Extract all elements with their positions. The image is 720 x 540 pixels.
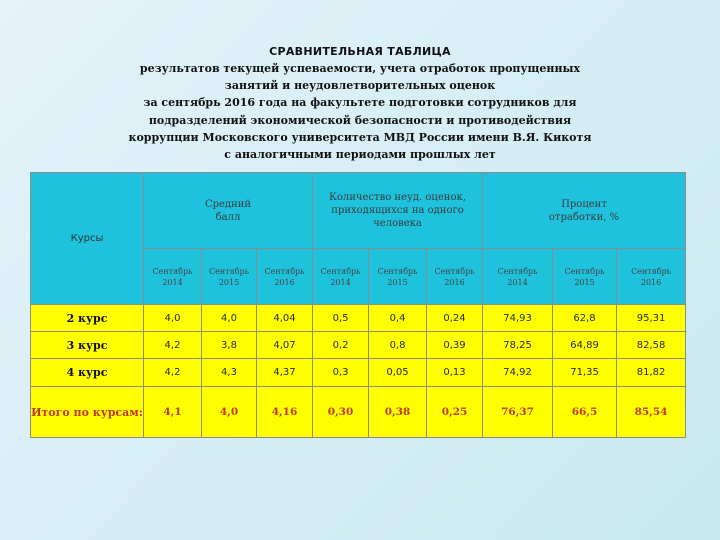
table-cell: 4,07: [257, 332, 313, 359]
table-row-3: [31, 332, 686, 359]
table-cell: 78,25: [483, 332, 553, 359]
period-header: Сентябрь 2015: [553, 249, 617, 305]
table-cell: 0,3: [313, 359, 369, 387]
period-header: Сентябрь 2014: [483, 249, 553, 305]
table-cell: 4,2: [144, 332, 202, 359]
subtitle-line-6: с аналогичными периодами прошлых лет: [224, 148, 496, 162]
period-header: Сентябрь 2016: [257, 249, 313, 305]
total-cell: 0,30: [313, 387, 369, 438]
total-cell: 66,5: [553, 387, 617, 438]
title-block: [0, 44, 720, 163]
subtitle-line-2: занятий и неудовлетворительных оценок: [224, 79, 496, 93]
table-cell: 0,8: [369, 332, 427, 359]
total-cell: 76,37: [483, 387, 553, 438]
period-header: Сентябрь 2014: [313, 249, 369, 305]
period-header: Сентябрь 2016: [617, 249, 686, 305]
table-cell: 81,82: [617, 359, 686, 387]
table-cell: 71,35: [553, 359, 617, 387]
table-cell: 0,5: [313, 305, 369, 332]
row-label: 3 курс: [31, 332, 144, 359]
period-header: Сентябрь 2015: [369, 249, 427, 305]
total-cell: 0,38: [369, 387, 427, 438]
period-header: Сентябрь 2015: [202, 249, 257, 305]
total-cell: 4,1: [144, 387, 202, 438]
table-cell: 0,13: [427, 359, 483, 387]
row-label: 2 курс: [31, 305, 144, 332]
row-label: 4 курс: [31, 359, 144, 387]
table-cell: 3,8: [202, 332, 257, 359]
table-cell: 0,05: [369, 359, 427, 387]
total-cell: 4,0: [202, 387, 257, 438]
page-title: СРАВНИТЕЛЬНАЯ ТАБЛИЦА: [269, 45, 451, 58]
table-cell: 95,31: [617, 305, 686, 332]
table-cell: 0,4: [369, 305, 427, 332]
header-kursy: Курсы: [31, 173, 144, 305]
header-group-avg: Средний балл: [144, 173, 313, 249]
subtitle-line-1: результатов текущей успеваемости, учета отработок пропущенных: [139, 62, 581, 75]
total-cell: 0,25: [427, 387, 483, 438]
period-header: Сентябрь 2014: [144, 249, 202, 305]
table-cell: 64,89: [553, 332, 617, 359]
period-header: Сентябрь 2016: [427, 249, 483, 305]
header-group-percent: Процент отработки, %: [483, 173, 686, 249]
comparison-table: [30, 172, 686, 438]
table-cell: 0,2: [313, 332, 369, 359]
subtitle-line-4: подразделений экономической безопасности и противодействия: [148, 113, 572, 127]
header-group-fail: Количество неуд. оценок, приходящихся на одного человека: [313, 173, 483, 249]
subtitle-line-5: коррупции Московского университета МВД России имени В.Я. Кикотя: [128, 130, 592, 144]
subtitle-line-3: за сентябрь 2016 года на факультете подготовки сотрудников для: [143, 96, 577, 110]
total-cell: 4,16: [257, 387, 313, 438]
table-cell: 4,0: [144, 305, 202, 332]
table-cell: 4,2: [144, 359, 202, 387]
table-cell: 74,92: [483, 359, 553, 387]
table-row-4: [31, 359, 686, 387]
table-cell: 4,37: [257, 359, 313, 387]
table-row-total: [31, 387, 686, 438]
table-cell: 74,93: [483, 305, 553, 332]
table-cell: 4,04: [257, 305, 313, 332]
table-cell: 4,3: [202, 359, 257, 387]
table-cell: 82,58: [617, 332, 686, 359]
table-cell: 0,39: [427, 332, 483, 359]
header-row-groups: [31, 173, 686, 249]
table-cell: 0,24: [427, 305, 483, 332]
table-row-2: [31, 305, 686, 332]
total-label: Итого по курсам:: [31, 387, 144, 438]
table-cell: 62,8: [553, 305, 617, 332]
table-cell: 4,0: [202, 305, 257, 332]
total-cell: 85,54: [617, 387, 686, 438]
